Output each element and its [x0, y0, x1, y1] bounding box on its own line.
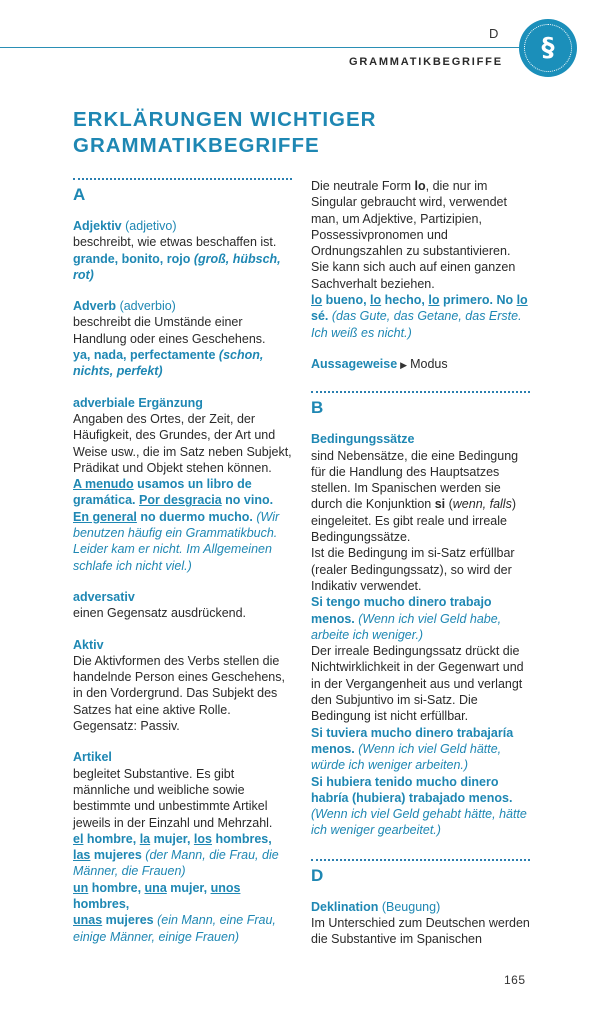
underlined-term: un — [73, 880, 89, 895]
example-text: hombres, — [211, 831, 272, 846]
entry-term: Deklination — [311, 899, 379, 914]
entry-adverbiale-ergaenzung — [73, 395, 292, 574]
example-text: primero. No — [439, 293, 517, 308]
underlined-term: lo — [311, 293, 323, 308]
definition-text: , die nur im Singular gebraucht wird, verwendet man, um Adjektive, Partizipien, Possessivpronomen und Ordnungszahlen zu substantivieren. Sie kann sich auch auf einen ganzen Sachverhalt beziehen. — [311, 179, 516, 291]
example-text: bueno, — [322, 293, 371, 308]
section-badge — [519, 19, 577, 77]
entry-gloss: (adverbio) — [119, 299, 176, 314]
section-heading-b — [311, 391, 530, 419]
entry-example: Si hubiera tenido mucho dinero habría (hubiera) trabajado menos. — [311, 774, 513, 805]
paragraph-section-icon: § — [524, 24, 572, 72]
example-text: mujer, — [150, 831, 194, 846]
entry-adversativ — [73, 589, 292, 622]
section-heading-a — [73, 178, 292, 206]
entry-translation: (Wenn ich viel Geld gehabt hätte, hätte ich weniger gearbeitet.) — [311, 807, 527, 838]
bold-term: si — [434, 497, 446, 512]
entry-term: Aktiv — [73, 637, 104, 652]
entry-bedingungssaetze — [311, 431, 530, 838]
example-text: sé. — [311, 309, 329, 324]
entry-translation: (groß, hübsch, rot) — [73, 251, 281, 282]
left-column — [73, 178, 292, 960]
example-text: hombre, — [83, 831, 140, 846]
example-text: hombre, — [88, 880, 145, 895]
example-text: no duermo mucho. — [136, 509, 253, 524]
example-text: mujeres — [102, 913, 158, 928]
entry-translation: (der Mann, die Frau, die Männer, die Frauen) — [73, 848, 279, 879]
entry-definition: Ist die Bedingung im si-Satz erfüllbar (realer Bedingungssatz), so wird der Indikativ verwendet. — [311, 546, 515, 593]
section-heading-d — [311, 859, 530, 887]
definition-text: Die neutrale Form — [311, 179, 415, 193]
entry-definition: begleitet Substantive. Es gibt männliche und weibliche sowie bestimmte und unbestimmte Artikel jeweils in der Einzahl und Mehrzahl. — [73, 766, 273, 830]
page-title-line1: ERKLÄRUNGEN WICHTIGER — [73, 108, 377, 131]
underlined-term: la — [139, 831, 151, 846]
letter-tab: D — [489, 26, 499, 41]
example-text: hecho, — [381, 293, 429, 308]
example-text: hombres, — [73, 896, 130, 911]
entry-definition: Die Aktivformen des Verbs stellen die handelnde Person eines Geschehens, in den Vordergrund. Das Subjekt des Satzes hat eine aktive Rolle. Gegensatz: Passiv. — [73, 653, 285, 734]
underlined-term: las — [73, 848, 91, 863]
entry-translation: (schon, nichts, perfekt) — [73, 348, 264, 379]
page-number: 165 — [504, 973, 526, 987]
underlined-term: lo — [370, 293, 382, 308]
underlined-term: el — [73, 831, 84, 846]
entry-example — [73, 476, 292, 574]
entry-gloss: (Beugung) — [381, 899, 441, 914]
entry-neutrale-form — [311, 178, 530, 341]
example-text: mujeres — [90, 848, 146, 863]
entry-artikel — [73, 749, 292, 945]
entry-example: Si tuviera mucho dinero trabajaría menos. — [311, 725, 514, 756]
entry-adjektiv — [73, 218, 292, 283]
underlined-term: En general — [73, 509, 137, 524]
underlined-term: una — [144, 880, 167, 895]
example-text: mujer, — [166, 880, 211, 895]
italic-translation: wenn, falls — [452, 497, 512, 512]
entry-example: grande, bonito, rojo — [73, 251, 191, 266]
entry-term: Aussageweise — [311, 356, 398, 371]
entry-translation: (ein Mann, eine Frau, einige Männer, einige Frauen) — [73, 913, 276, 944]
entry-definition: beschreibt die Umstände einer Handlung oder eines Geschehens. — [73, 315, 266, 346]
entry-definition: einen Gegensatz ausdrückend. — [73, 606, 247, 621]
entry-gloss: (adjetivo) — [125, 219, 177, 233]
page-title — [73, 107, 376, 159]
entry-example: Si tengo mucho dinero trabajo menos. — [311, 595, 492, 626]
entry-aktiv — [73, 637, 292, 735]
bold-term: lo — [414, 179, 426, 193]
entry-translation: (Wenn ich viel Geld habe, arbeite ich weniger.) — [311, 611, 502, 642]
underlined-term: unos — [210, 880, 241, 895]
entry-example — [73, 880, 292, 945]
cross-reference-target: Modus — [410, 356, 448, 371]
entry-example: ya, nada, perfectamente — [73, 348, 216, 363]
entry-adverb — [73, 298, 292, 379]
header-rule — [0, 47, 521, 48]
entry-example — [73, 831, 292, 880]
cross-reference-arrow-icon: ▶ — [400, 359, 408, 370]
entry-term: adversativ — [73, 589, 135, 604]
underlined-term: A menudo — [73, 477, 134, 492]
example-text: no vino. — [221, 493, 274, 508]
entry-translation: (Wenn ich viel Geld hätte, würde ich weniger arbeiten.) — [311, 741, 502, 773]
entry-term: Adjektiv — [73, 219, 122, 233]
entry-deklination — [311, 899, 530, 948]
entry-definition — [311, 448, 530, 546]
underlined-term: unas — [73, 913, 103, 928]
entry-translation: (Wir benutzen häufig ein Grammatikbuch. Leider kam er nicht. Im Allgemeinen schlafe ich nicht viel.) — [73, 509, 280, 573]
section-letter: D — [311, 865, 324, 885]
underlined-term: lo — [428, 293, 440, 308]
entry-definition: Der irreale Bedingungssatz drückt die Nichtwirklichkeit in der Gegenwart und in der Vergangenheit aus und verlangt den Subjuntivo im si-Satz. Die Bedingung ist nicht erfüllbar. — [311, 644, 524, 724]
definition-text: ) eingeleitet. Es gibt reale und irreale Bedingungssätze. — [311, 497, 517, 545]
underlined-term: Por desgracia — [139, 493, 222, 508]
entry-definition — [311, 178, 530, 292]
example-text: usamos un libro de gramática. — [73, 477, 252, 508]
definition-text: sind Nebensätze, die eine Bedingung für die Handlung des Hauptsatzes stellen. Im Spanischen werden sie durch die Konjunktion — [311, 448, 519, 512]
definition-text: ( — [445, 497, 453, 512]
entry-aussageweise — [311, 356, 530, 373]
section-letter: A — [73, 185, 86, 204]
underlined-term: los — [193, 831, 212, 846]
page-title-line2: GRAMMATIKBEGRIFFE — [73, 134, 320, 157]
running-title: GRAMMATIKBEGRIFFE — [349, 56, 503, 68]
entry-definition: Angaben des Ortes, der Zeit, der Häufigkeit, des Grundes, der Art und Weise usw., die im Satz neben Subjekt, Prädikat und Objekt stehen können. — [73, 411, 292, 475]
section-letter: B — [311, 398, 324, 418]
entry-term: adverbiale Ergänzung — [73, 395, 203, 410]
entry-term: Adverb — [73, 299, 117, 314]
entry-definition: Im Unterschied zum Deutschen werden die Substantive im Spanischen — [311, 915, 530, 947]
entry-definition: beschreibt, wie etwas beschaffen ist. — [73, 235, 277, 250]
entry-term: Bedingungssätze — [311, 432, 415, 447]
entry-translation: (das Gute, das Getane, das Erste. Ich weiß es nicht.) — [311, 309, 522, 340]
entry-term: Artikel — [73, 750, 112, 765]
underlined-term: lo — [516, 293, 528, 308]
right-column — [311, 178, 530, 963]
entry-example — [311, 292, 530, 341]
